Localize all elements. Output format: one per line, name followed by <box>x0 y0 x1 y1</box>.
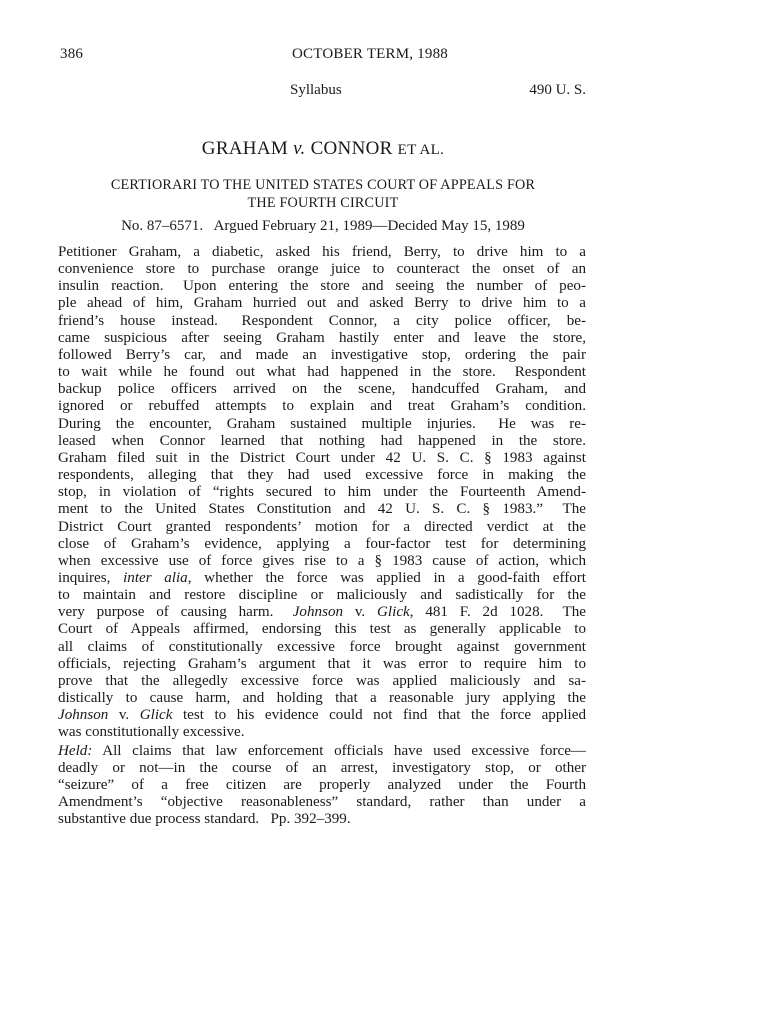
syllabus-line: insulin reaction. Upon entering the store and seeing the number of peo- <box>58 278 586 295</box>
held-line: substantive due process standard. Pp. 392–399. <box>58 811 351 828</box>
held-paragraph <box>58 743 586 829</box>
docket-line: No. 87–6571. Argued February 21, 1989—Decided May 15, 1989 <box>121 218 525 234</box>
held-line: Held: All claims that law enforcement officials have used excessive force— <box>58 742 586 759</box>
petitioner-name: GRAHAM <box>201 138 289 159</box>
held-line: Amendment’s “objective reasonableness” standard, rather than under a <box>58 794 586 810</box>
syllabus-line: convenience store to purchase orange juice to counteract the onset of an <box>58 261 586 278</box>
syllabus-line: to maintain and restore discipline or maliciously and sadistically for the <box>58 587 586 604</box>
certiorari-heading <box>60 176 586 212</box>
syllabus-line: ple ahead of him, Graham hurried out and asked Berry to drive him to a <box>58 295 586 312</box>
syllabus-line: respondents, alleging that they had used excessive force in making the <box>58 467 586 484</box>
case-title <box>60 138 586 160</box>
syllabus-line: when excessive use of force gives rise to a § 1983 cause of action, which <box>58 552 586 569</box>
term-heading: OCTOBER TERM, 1988 <box>292 46 448 62</box>
syllabus-line: close of Graham’s evidence, applying a four-factor test for determining <box>58 535 586 552</box>
versus: v. <box>293 138 306 159</box>
section-label: Syllabus <box>290 82 342 98</box>
reporter-citation: 490 U. S. <box>529 82 586 98</box>
syllabus-line: District Court granted respondents’ motion for a directed verdict at the <box>58 518 586 535</box>
et-al: ET AL. <box>397 142 445 158</box>
certiorari-line-1: CERTIORARI TO THE UNITED STATES COURT OF APPEALS FOR <box>110 177 536 193</box>
syllabus-line: ignored or rebuffed attempts to explain and treat Graham’s condition. <box>58 398 586 415</box>
syllabus-line: Petitioner Graham, a diabetic, asked his friend, Berry, to drive him to a <box>58 244 586 260</box>
syllabus-line: leased when Connor learned that nothing had happened in the store. <box>58 432 586 449</box>
syllabus-line: all claims of constitutionally excessive force brought against government <box>58 638 586 655</box>
syllabus-line: During the encounter, Graham sustained multiple injuries. He was re- <box>58 415 586 432</box>
syllabus-line: to wait while he found out what had happened in the store. Respondent <box>58 364 586 381</box>
held-label: Held: <box>58 742 93 759</box>
syllabus-line: was constitutionally excessive. <box>58 724 245 741</box>
held-line: “seizure” of a free citizen are properly analyzed under the Fourth <box>58 776 586 793</box>
syllabus-line: Court of Appeals affirmed, endorsing this test as generally applicable to <box>58 621 586 638</box>
syllabus-body <box>58 244 586 828</box>
syllabus-line: distically to cause harm, and holding that a reasonable jury applying the <box>58 690 586 707</box>
certiorari-line-2: THE FOURTH CIRCUIT <box>247 195 399 211</box>
syllabus-line: stop, in violation of “rights secured to him under the Fourteenth Amend- <box>58 484 586 501</box>
syllabus-line: officials, rejecting Graham’s argument that it was error to require him to <box>58 655 586 672</box>
syllabus-line: came suspicious after seeing Graham hastily enter and leave the store, <box>58 329 586 346</box>
held-line: deadly or not—in the course of an arrest, investigatory stop, or other <box>58 759 586 776</box>
page-number: 386 <box>60 46 84 62</box>
syllabus-line: followed Berry’s car, and made an investigative stop, ordering the pair <box>58 346 586 363</box>
syllabus-line: very purpose of causing harm. Johnson v. Glick, 481 F. 2d 1028. The <box>58 604 586 621</box>
syllabus-paragraph <box>58 244 586 742</box>
respondent-name: CONNOR <box>310 138 393 159</box>
syllabus-line: friend’s house instead. Respondent Connor, a city police officer, be- <box>58 312 586 329</box>
syllabus-line: Graham filed suit in the District Court under 42 U. S. C. § 1983 against <box>58 449 586 466</box>
syllabus-line: prove that the allegedly excessive force was applied maliciously and sa- <box>58 672 586 689</box>
syllabus-line: Johnson v. Glick test to his evidence could not find that the force applied <box>58 707 586 724</box>
syllabus-line: inquires, inter alia, whether the force was applied in a good-faith effort <box>58 569 586 586</box>
syllabus-line: ment to the United States Constitution and 42 U. S. C. § 1983.” The <box>58 501 586 518</box>
syllabus-line: backup police officers arrived on the scene, handcuffed Graham, and <box>58 381 586 398</box>
